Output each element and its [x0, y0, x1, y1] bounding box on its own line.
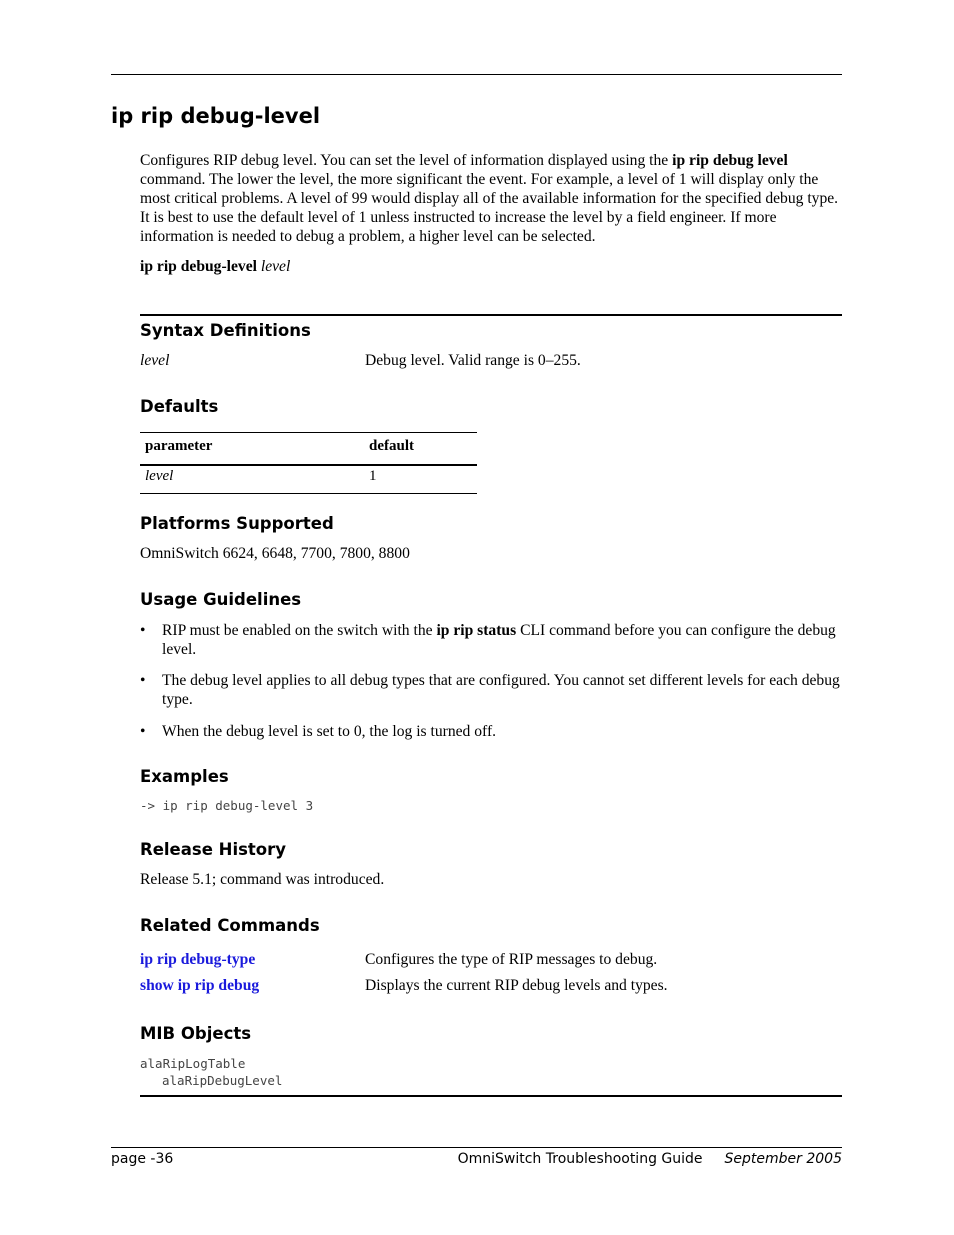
- table-top-rule: [140, 432, 477, 433]
- example-code: -> ip rip debug-level 3: [140, 798, 314, 813]
- table-bottom-rule: [140, 493, 477, 494]
- intro-command-ref: ip rip debug level: [672, 152, 788, 169]
- platforms-heading: Platforms Supported: [140, 514, 334, 533]
- table-header-default: default: [369, 438, 414, 454]
- footer-date: September 2005: [724, 1151, 842, 1167]
- footer-page-number: page -36: [111, 1151, 174, 1167]
- related-link-ip-rip-debug-type[interactable]: ip rip debug-type: [140, 951, 256, 968]
- bullet-icon: •: [140, 723, 146, 740]
- syntax-definitions-heading: Syntax Definitions: [140, 321, 311, 340]
- platforms-text: OmniSwitch 6624, 6648, 7700, 7800, 8800: [140, 545, 410, 562]
- header-rule: [111, 74, 842, 75]
- syntax-term: level: [140, 352, 170, 369]
- command-name: ip rip debug-level: [140, 258, 257, 275]
- mib-table-name: alaRipLogTable: [140, 1056, 246, 1071]
- section-rule-bottom: [140, 1095, 842, 1097]
- footer-rule: [111, 1147, 842, 1148]
- bullet-icon: •: [140, 622, 146, 639]
- bullet-icon: •: [140, 672, 146, 689]
- syntax-definition: Debug level. Valid range is 0–255.: [365, 352, 581, 369]
- intro-paragraph: Configures RIP debug level. You can set the level of information displayed using the ip rip debug level command. The lower the level, the more significant the event. For example, a level of 1 will display only the most critical problems. A level of 99 would display all of the available information for the specified debug type. It is best to use the default level of 1 unless instructed to increase the level by a field engineer. If more information is needed to debug a problem, a higher level can be selected.: [140, 152, 839, 245]
- examples-heading: Examples: [140, 767, 229, 786]
- defaults-heading: Defaults: [140, 397, 219, 416]
- mib-objects-heading: MIB Objects: [140, 1024, 252, 1043]
- release-history-heading: Release History: [140, 840, 287, 859]
- related-link-show-ip-rip-debug[interactable]: show ip rip debug: [140, 977, 260, 994]
- command-param: level: [260, 258, 291, 275]
- release-history-text: Release 5.1; command was introduced.: [140, 871, 385, 888]
- page-title: ip rip debug-level: [111, 104, 321, 128]
- command-syntax-line: [140, 258, 290, 276]
- usage-guidelines-heading: Usage Guidelines: [140, 590, 302, 609]
- related-commands-heading: Related Commands: [140, 916, 320, 935]
- table-header-rule: [140, 464, 477, 466]
- footer-guide-title: OmniSwitch Troubleshooting Guide: [457, 1151, 703, 1167]
- mib-object-name: alaRipDebugLevel: [162, 1073, 283, 1088]
- section-rule-top: [140, 314, 842, 316]
- table-cell-default: 1: [369, 468, 377, 484]
- table-header-parameter: parameter: [145, 438, 213, 454]
- related-desc: Displays the current RIP debug levels and types.: [365, 977, 668, 994]
- related-desc: Configures the type of RIP messages to debug.: [365, 951, 658, 968]
- footer-guide-info: [458, 1151, 842, 1167]
- table-cell-parameter: level: [145, 468, 174, 484]
